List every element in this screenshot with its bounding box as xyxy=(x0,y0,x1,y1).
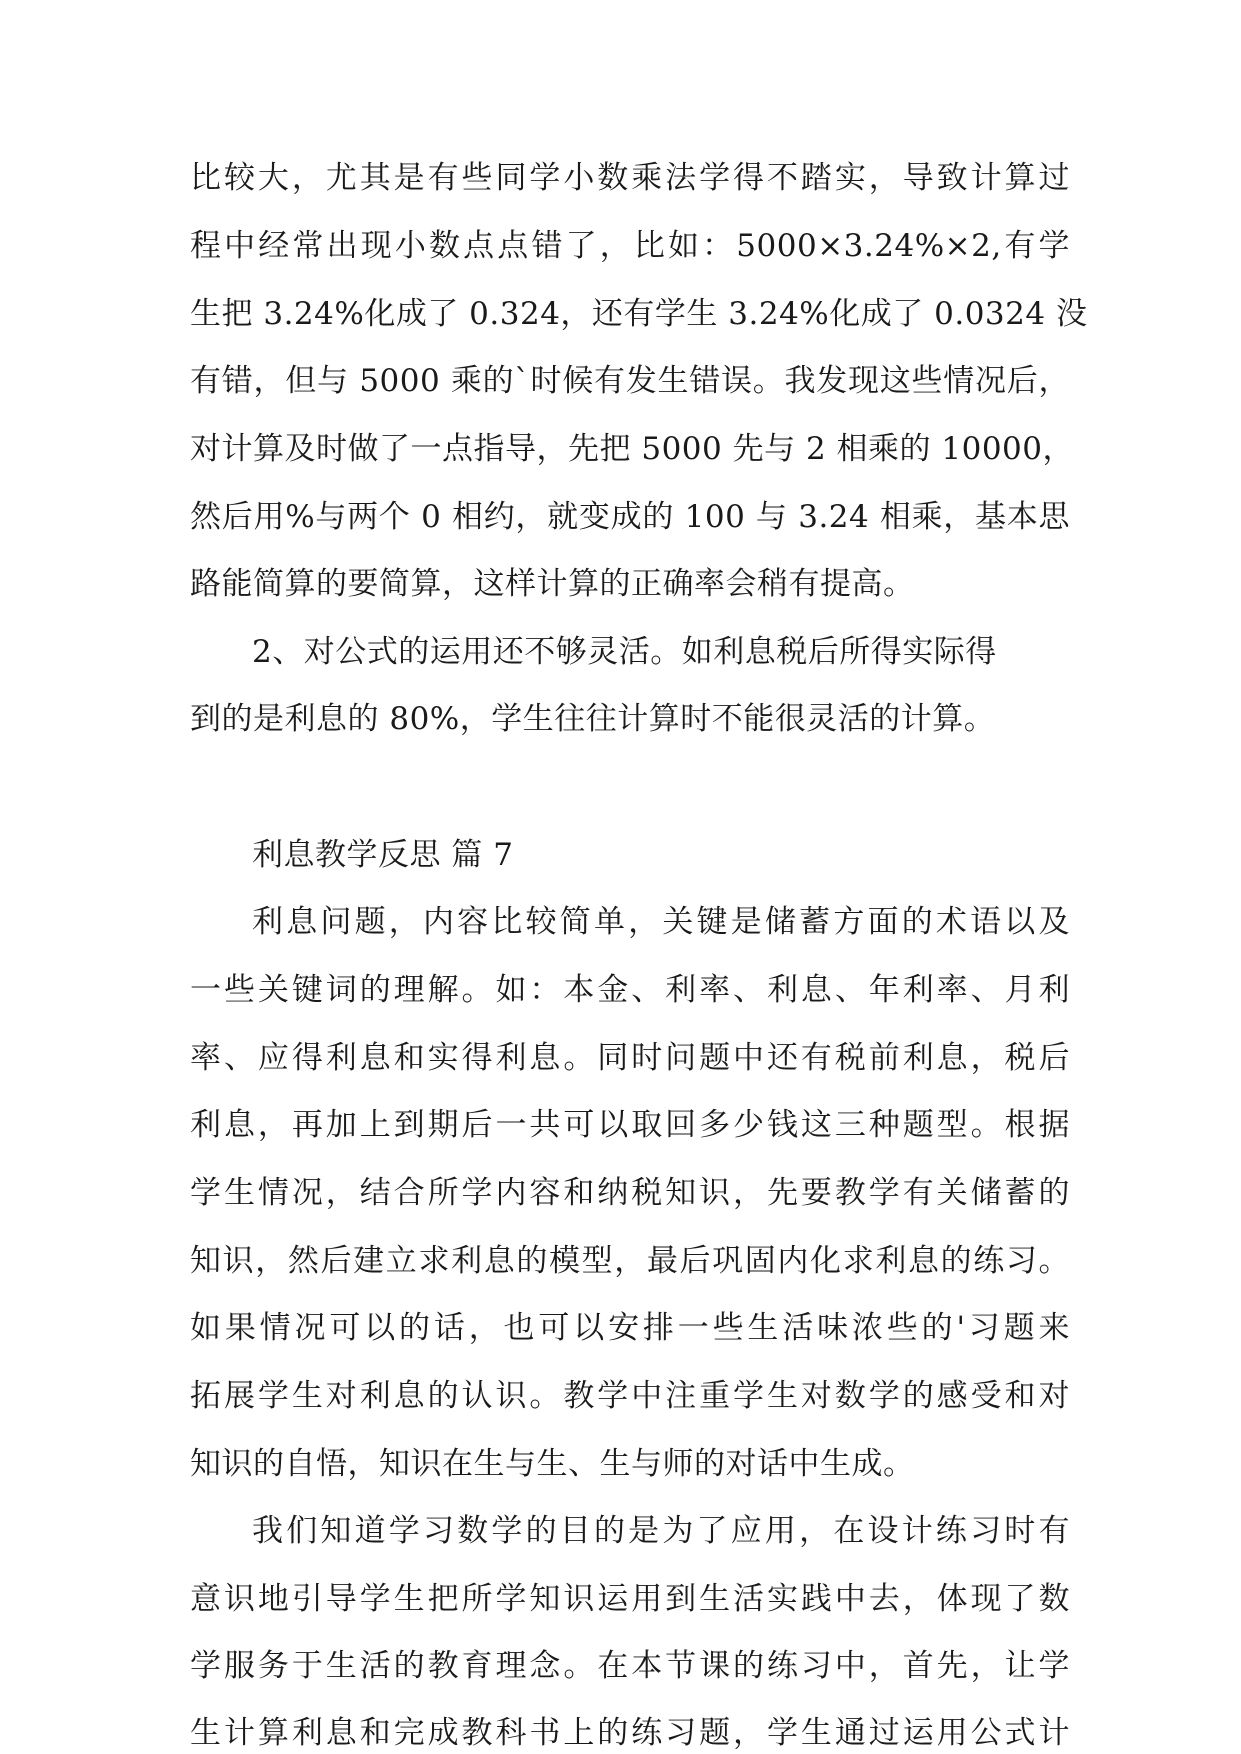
text-line: 利息，再加上到期后一共可以取回多少钱这三种题型。根据 xyxy=(190,1107,1070,1143)
text-line: 生把 3.24%化成了 0.324，还有学生 3.24%化成了 0.0324 没 xyxy=(190,296,1088,332)
text-line: 知识的自悟，知识在生与生、生与师的对话中生成。 xyxy=(190,1446,915,1482)
text-line: 一些关键词的理解。如：本金、利率、利息、年利率、月利 xyxy=(190,972,1070,1008)
text-line: 我们知道学习数学的目的是为了应用，在设计练习时有 xyxy=(252,1513,1070,1549)
text-line: 比较大，尤其是有些同学小数乘法学得不踏实，导致计算过 xyxy=(190,160,1070,196)
text-line: 拓展学生对利息的认识。教学中注重学生对数学的感受和对 xyxy=(190,1378,1070,1414)
text-line: 到的是利息的 80%，学生往往计算时不能很灵活的计算。 xyxy=(190,701,996,737)
text-line: 知识，然后建立求利息的模型，最后巩固内化求利息的练习。 xyxy=(190,1243,1070,1279)
text-line: 率、应得利息和实得利息。同时问题中还有税前利息，税后 xyxy=(190,1040,1070,1076)
text-line: 然后用%与两个 0 相约，就变成的 100 与 3.24 相乘，基本思 xyxy=(190,499,1070,535)
text-line: 对计算及时做了一点指导，先把 5000 先与 2 相乘的 10000， xyxy=(190,431,1074,467)
section-heading: 利息教学反思 篇 7 xyxy=(252,837,514,873)
text-line: 有错，但与 5000 乘的`时候有发生错误。我发现这些情况后， xyxy=(190,363,1070,399)
text-line: 利息问题，内容比较简单，关键是储蓄方面的术语以及 xyxy=(252,904,1070,940)
text-line: 学生情况，结合所学内容和纳税知识，先要教学有关储蓄的 xyxy=(190,1175,1070,1211)
text-line: 路能简算的要简算，这样计算的正确率会稍有提高。 xyxy=(190,566,915,602)
text-line: 程中经常出现小数点点错了，比如：5000×3.24%×2,有学 xyxy=(190,228,1070,264)
text-line: 如果情况可以的话，也可以安排一些生活味浓些的'习题来 xyxy=(190,1310,1070,1346)
text-line: 2、对公式的运用还不够灵活。如利息税后所得实际得 xyxy=(252,634,997,670)
text-line: 意识地引导学生把所学知识运用到生活实践中去，体现了数 xyxy=(190,1581,1070,1617)
text-line: 学服务于生活的教育理念。在本节课的练习中，首先，让学 xyxy=(190,1648,1070,1684)
text-line: 生计算利息和完成教科书上的练习题，学生通过运用公式计 xyxy=(190,1715,1070,1751)
